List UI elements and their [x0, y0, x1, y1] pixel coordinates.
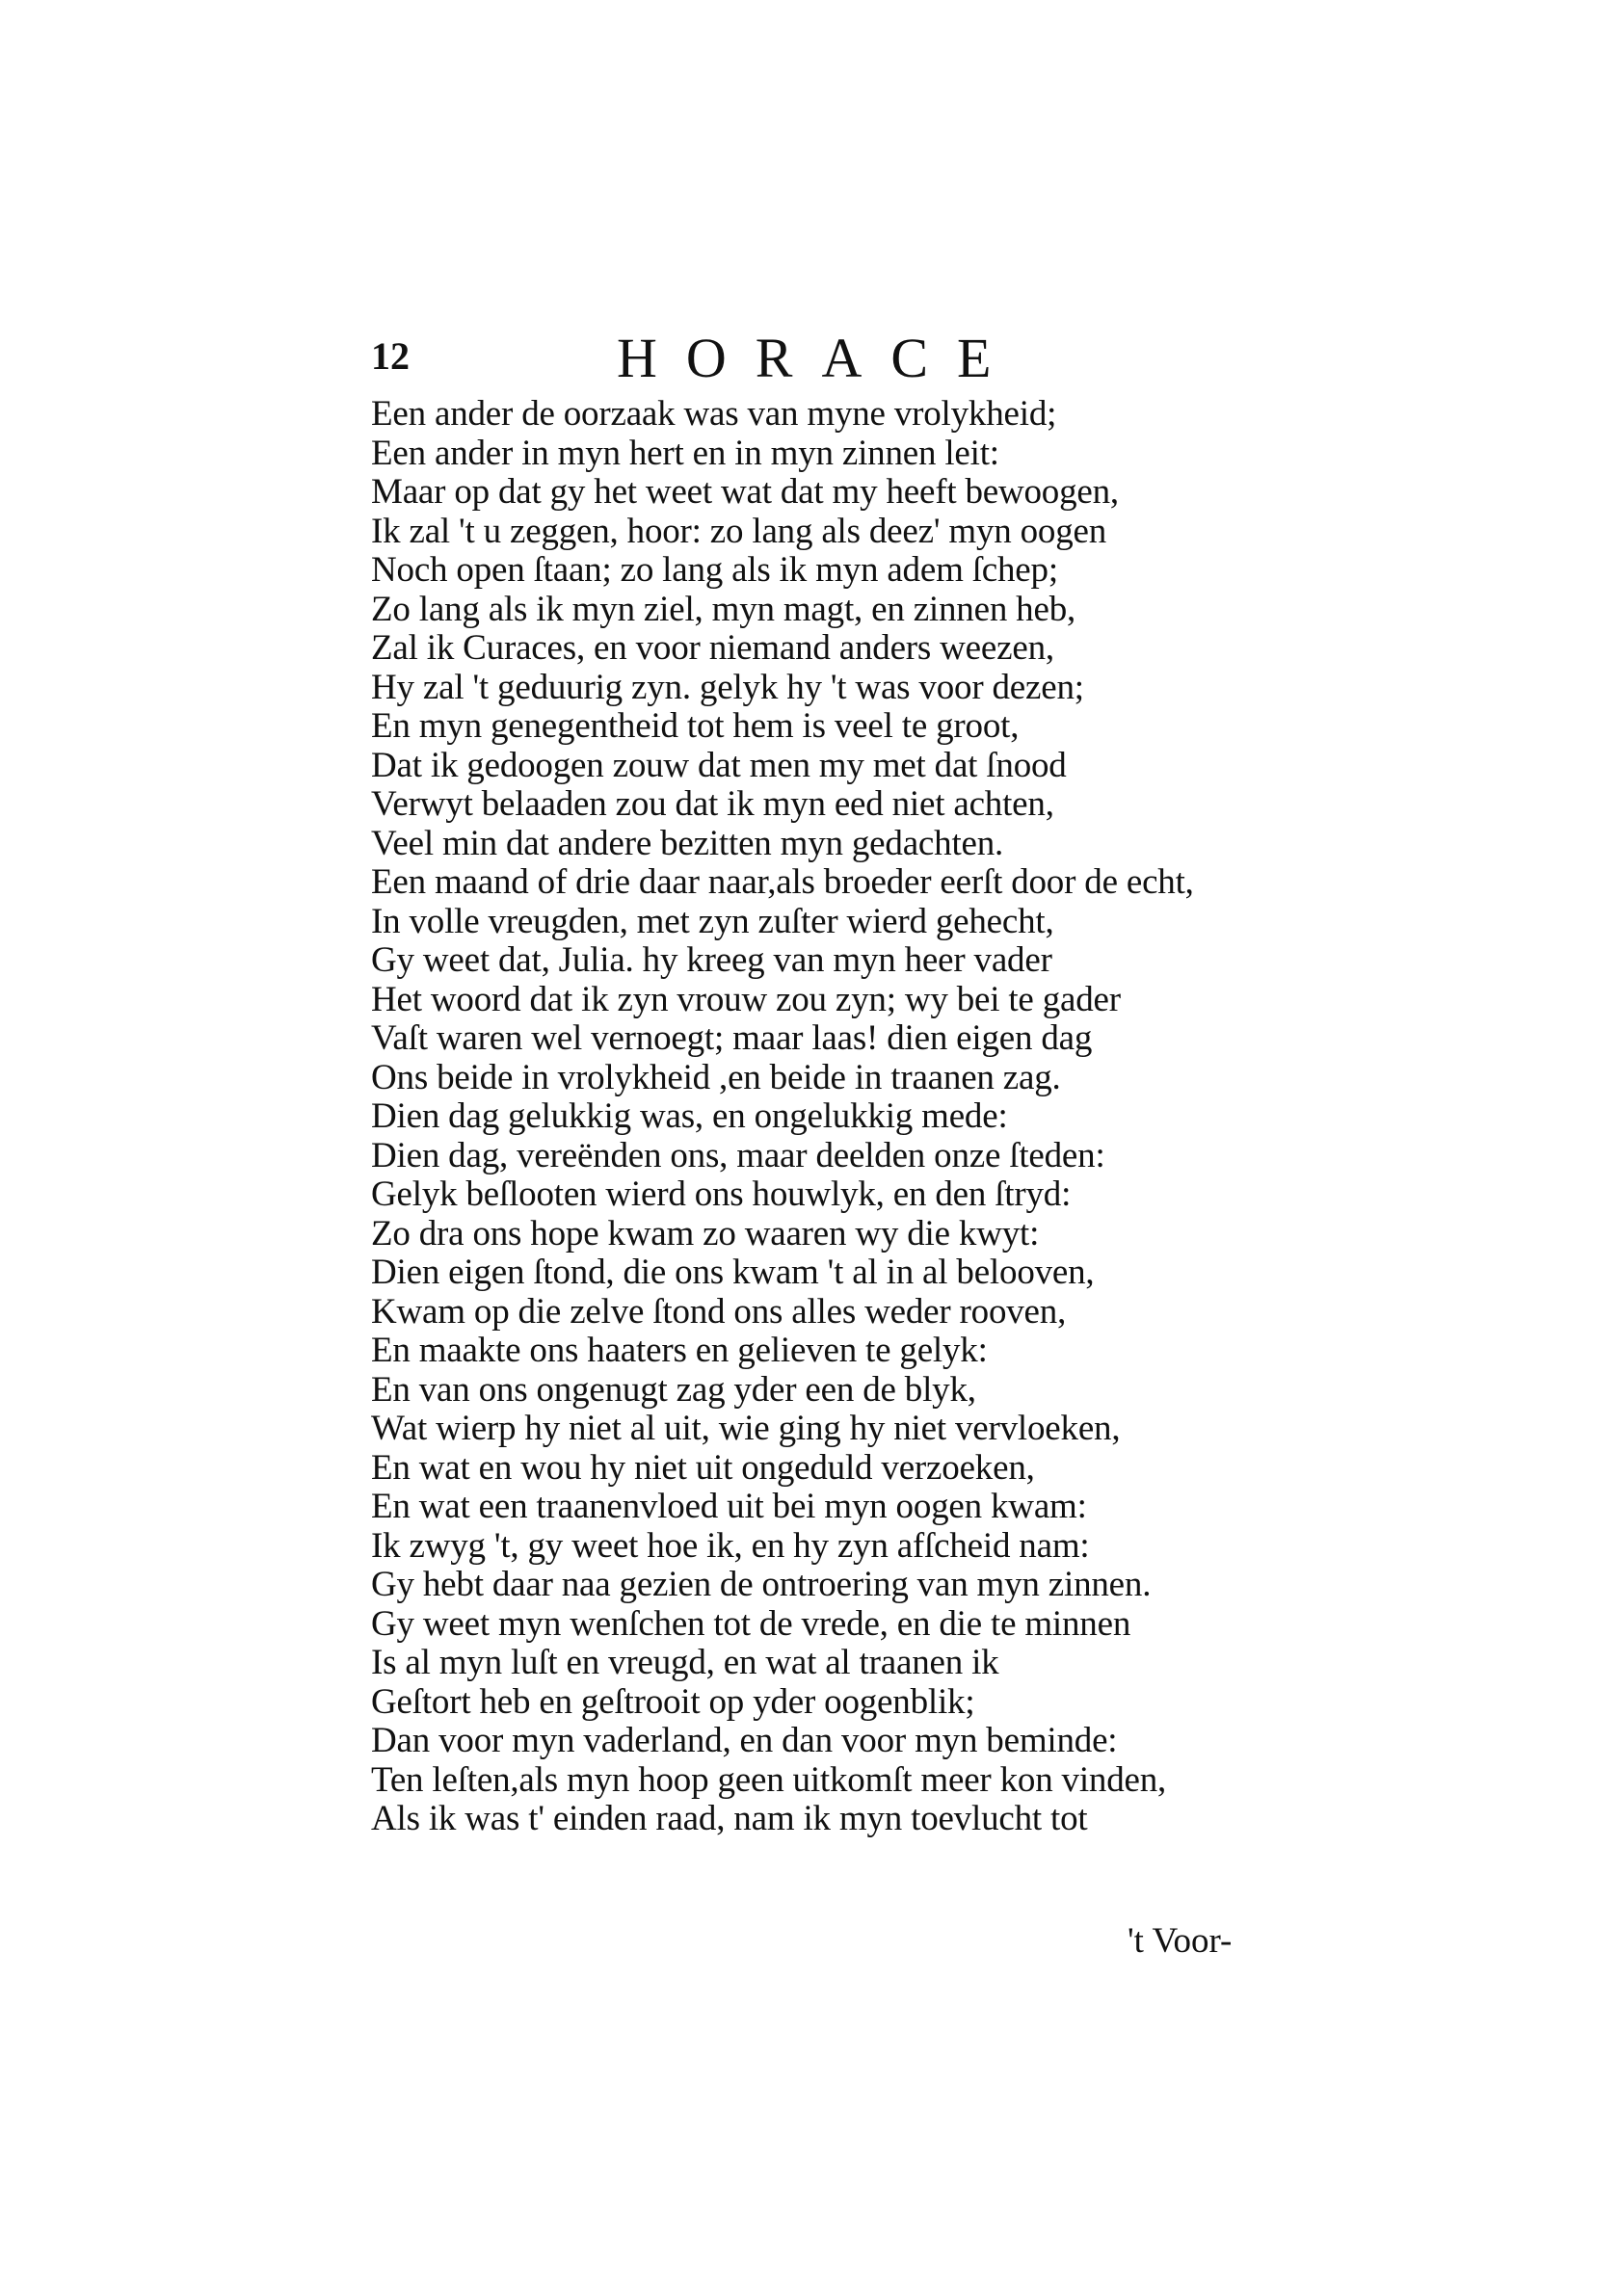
verse-line: Dien eigen ſtond, die ons kwam 't al in al belooven, — [371, 1253, 1095, 1292]
verse-line: In volle vreugden, met zyn zuſter wierd gehecht, — [371, 901, 1054, 941]
page-header — [371, 326, 1267, 393]
catchword: 't Voor- — [1128, 1921, 1233, 1961]
page-number: 12 — [371, 334, 410, 378]
verse-line: En wat een traanenvloed uit bei myn oogen kwam: — [371, 1487, 1087, 1526]
verse-line: Kwam op die zelve ſtond ons alles weder rooven, — [371, 1291, 1067, 1332]
verse-line: Verwyt belaaden zou dat ik myn eed niet achten, — [371, 784, 1054, 824]
verse-line: Noch open ſtaan; zo lang als ik myn adem ſchep; — [371, 550, 1058, 590]
verse-line: Zo lang als ik myn ziel, myn magt, en zinnen heb, — [371, 589, 1076, 629]
verse-line: Ons beide in vrolykheid ,en beide in traanen zag. — [371, 1057, 1061, 1097]
verse-line: Geſtort heb en geſtrooit op yder oogenblik; — [371, 1681, 975, 1722]
verse-line: En maakte ons haaters en gelieven te gelyk: — [371, 1331, 988, 1370]
verse-line: Maar op dat gy het weet wat dat my heeft bewoogen, — [371, 472, 1119, 512]
verse-line: Hy zal 't geduurig zyn. gelyk hy 't was voor dezen; — [371, 667, 1084, 707]
verse-line: Ik zwyg 't, gy weet hoe ik, en hy zyn afſcheid nam: — [371, 1525, 1090, 1566]
verse-line: Dien dag, vereënden ons, maar deelden onze ſteden: — [371, 1135, 1105, 1175]
verse-line: Wat wierp hy niet al uit, wie ging hy niet vervloeken, — [371, 1409, 1121, 1448]
verse-line: Gelyk beſlooten wierd ons houwlyk, en den ſtryd: — [371, 1174, 1072, 1214]
verse-line: Ik zal 't u zeggen, hoor: zo lang als deez' myn oogen — [371, 511, 1107, 551]
verse-line: Vaſt waren wel vernoegt; maar laas! dien eigen dag — [371, 1018, 1093, 1058]
verse-line: Het woord dat ik zyn vrouw zou zyn; wy bei te gader — [371, 979, 1121, 1019]
verse-line: Dan voor myn vaderland, en dan voor myn beminde: — [371, 1721, 1118, 1760]
verse-line: Zo dra ons hope kwam zo waaren wy die kwyt: — [371, 1213, 1040, 1254]
verse-line: En myn genegentheid tot hem is veel te groot, — [371, 706, 1020, 746]
verse-line: Gy weet dat, Julia. hy kreeg van myn heer vader — [371, 940, 1052, 980]
verse-line: Een ander in myn hert en in myn zinnen leit: — [371, 433, 999, 473]
running-title: HORACE — [617, 327, 1021, 389]
verse-line: Ten leſten,als myn hoop geen uitkomſt meer kon vinden, — [371, 1759, 1167, 1800]
verse-line: Een ander de oorzaak was van myne vrolykheid; — [371, 394, 1057, 434]
verse-line: En wat en wou hy niet uit ongeduld verzoeken, — [371, 1447, 1035, 1488]
verse-line: Veel min dat andere bezitten myn gedachten. — [371, 823, 1004, 863]
verse-line: En van ons ongenugt zag yder een de blyk, — [371, 1369, 976, 1410]
verse-text — [371, 395, 1267, 1839]
verse-line: Zal ik Curaces, en voor niemand anders weezen, — [371, 628, 1054, 668]
verse-line: Als ik was t' einden raad, nam ik myn toevlucht tot — [371, 1799, 1088, 1838]
verse-line: Is al myn luſt en vreugd, en wat al traanen ik — [371, 1643, 999, 1682]
verse-line: Dien dag gelukkig was, en ongelukkig mede: — [371, 1096, 1008, 1136]
verse-line: Gy hebt daar naa gezien de ontroering van myn zinnen. — [371, 1565, 1152, 1604]
verse-line: Dat ik gedoogen zouw dat men my met dat ſnood — [371, 745, 1067, 785]
verse-line: Een maand of drie daar naar,als broeder eerſt door de echt, — [371, 862, 1194, 902]
verse-line: Gy weet myn wenſchen tot de vrede, en die te minnen — [371, 1603, 1131, 1644]
